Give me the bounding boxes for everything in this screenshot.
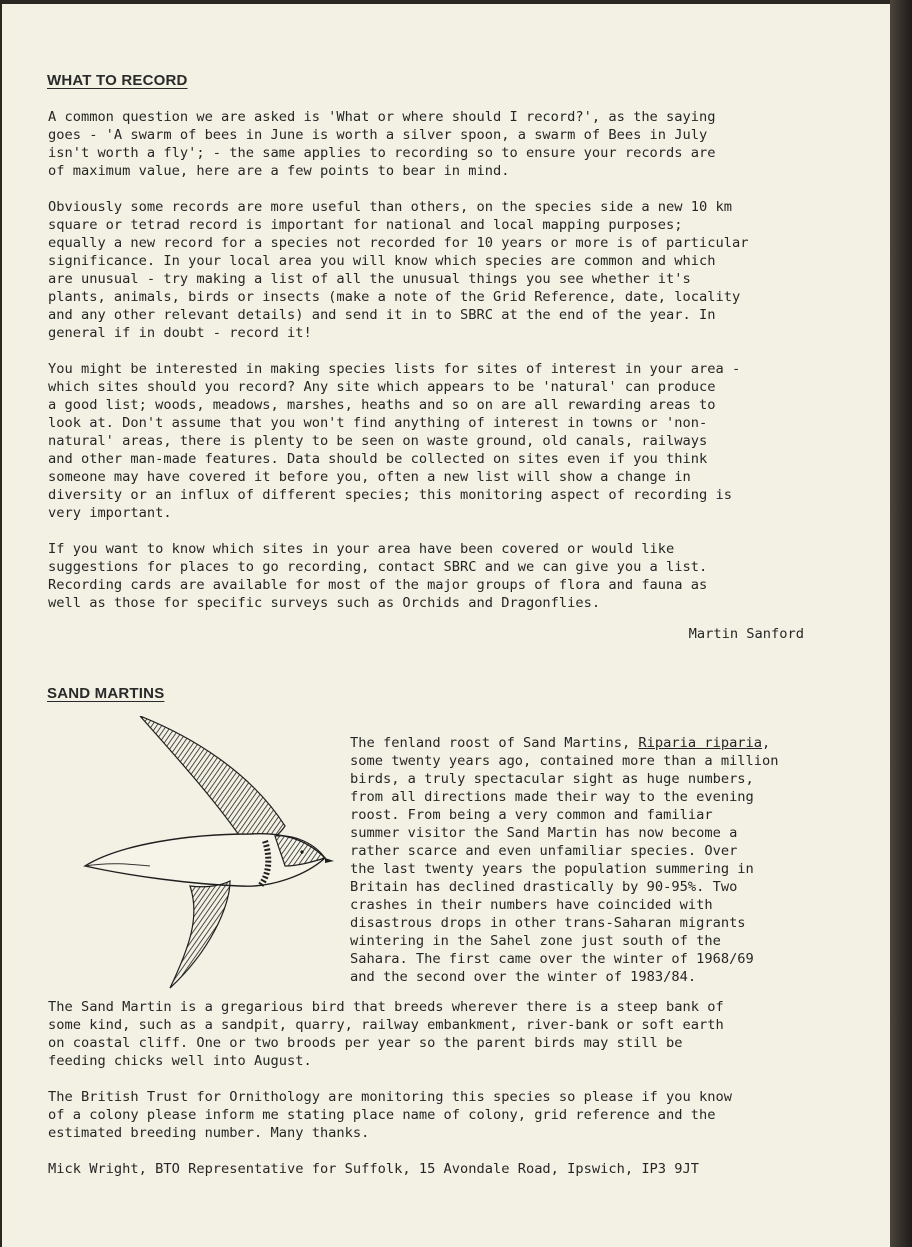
signature-martin-sanford: Martin Sanford: [688, 626, 804, 642]
document-page: [2, 4, 890, 1247]
what-to-record-paragraph-1: A common question we are asked is 'What or where should I record?', as the saying goes - 'A swarm of bees in June is worth a silver spoon, a swarm of Bees in July isn't worth a fly'; - the same applies to recording so to ensure your records are of maximum value, here are a few points to bear in mind.: [48, 109, 716, 179]
what-to-record-paragraph-4: If you want to know which sites in your area have been covered or would like suggestions for places to go recording, contact SBRC and we can give you a list. Recording cards are available for most of the major groups of flora and fauna as well as those for specific surveys such as Orchids and Dragonflies.: [48, 541, 708, 611]
what-to-record-paragraph-2: Obviously some records are more useful than others, on the species side a new 10 km square or tetrad record is important for national and local mapping purposes; equally a new record for a species not recorded for 10 years or more is of particular significance. In your local area you will know which species are common and which are unusual - try making a list of all the unusual things you see whether it's plants, animals, birds or insects (make a note of the Grid Reference, date, locality and any other relevant details) and send it in to SBRC at the end of the year. In general if in doubt - record it!: [48, 199, 749, 341]
what-to-record-paragraph-3: You might be interested in making species lists for sites of interest in your area - which sites should you record? Any site which appears to be 'natural' can produce a good list; woods, meadows, marshes, heaths and so on are all rewarding areas to look at. Don't assume that you won't find anything of interest in towns or 'non- natural' areas, there is plenty to be seen on waste ground, old canals, railways and other man-made features. Data should be collected on sites even if you think someone may have covered it before you, often a new list will show a change in diversity or an influx of different species; this monitoring aspect of recording is very important.: [48, 361, 741, 521]
sand-martins-side-paragraph: [350, 734, 850, 986]
species-name: Riparia riparia: [638, 735, 763, 751]
sand-martin-illustration: [80, 716, 335, 991]
sand-martins-paragraph-2: The Sand Martin is a gregarious bird that breeds wherever there is a steep bank of some kind, such as a sandpit, quarry, railway embankment, river-bank or soft earth on coastal cliff. One or two broods per year so the parent birds may still be feeding chicks well into August.: [48, 999, 724, 1069]
sand-martins-paragraph-3: The British Trust for Ornithology are monitoring this species so please if you know of a colony please inform me stating place name of colony, grid reference and the estimated breeding number. Many thanks.: [48, 1089, 732, 1141]
side-text-start: The fenland roost of Sand Martins,: [350, 735, 639, 751]
what-to-record-heading: WHAT TO RECORD: [47, 72, 188, 89]
side-text-rest: , some twenty years ago, contained more than a million birds, a truly spectacular sight as huge numbers, from all directions made their way to the evening roost. From being a very common and familiar summer visitor the Sand Martin has now become a rather scarce and even unfamiliar species. Over the last twenty years the population summering in Britain has declined drastically by 90-95%. Two crashes in their numbers have coincided with disastrous drops in other trans-Saharan migrants wintering in the Sahel zone just south of the Sahara. The first came over the winter of 1968/69 and the second over the winter of 1983/84.: [350, 735, 779, 985]
contact-line: Mick Wright, BTO Representative for Suffolk, 15 Avondale Road, Ipswich, IP3 9JT: [48, 1161, 700, 1177]
scan-edge: [890, 0, 912, 1247]
sand-martins-heading: SAND MARTINS: [47, 685, 165, 702]
